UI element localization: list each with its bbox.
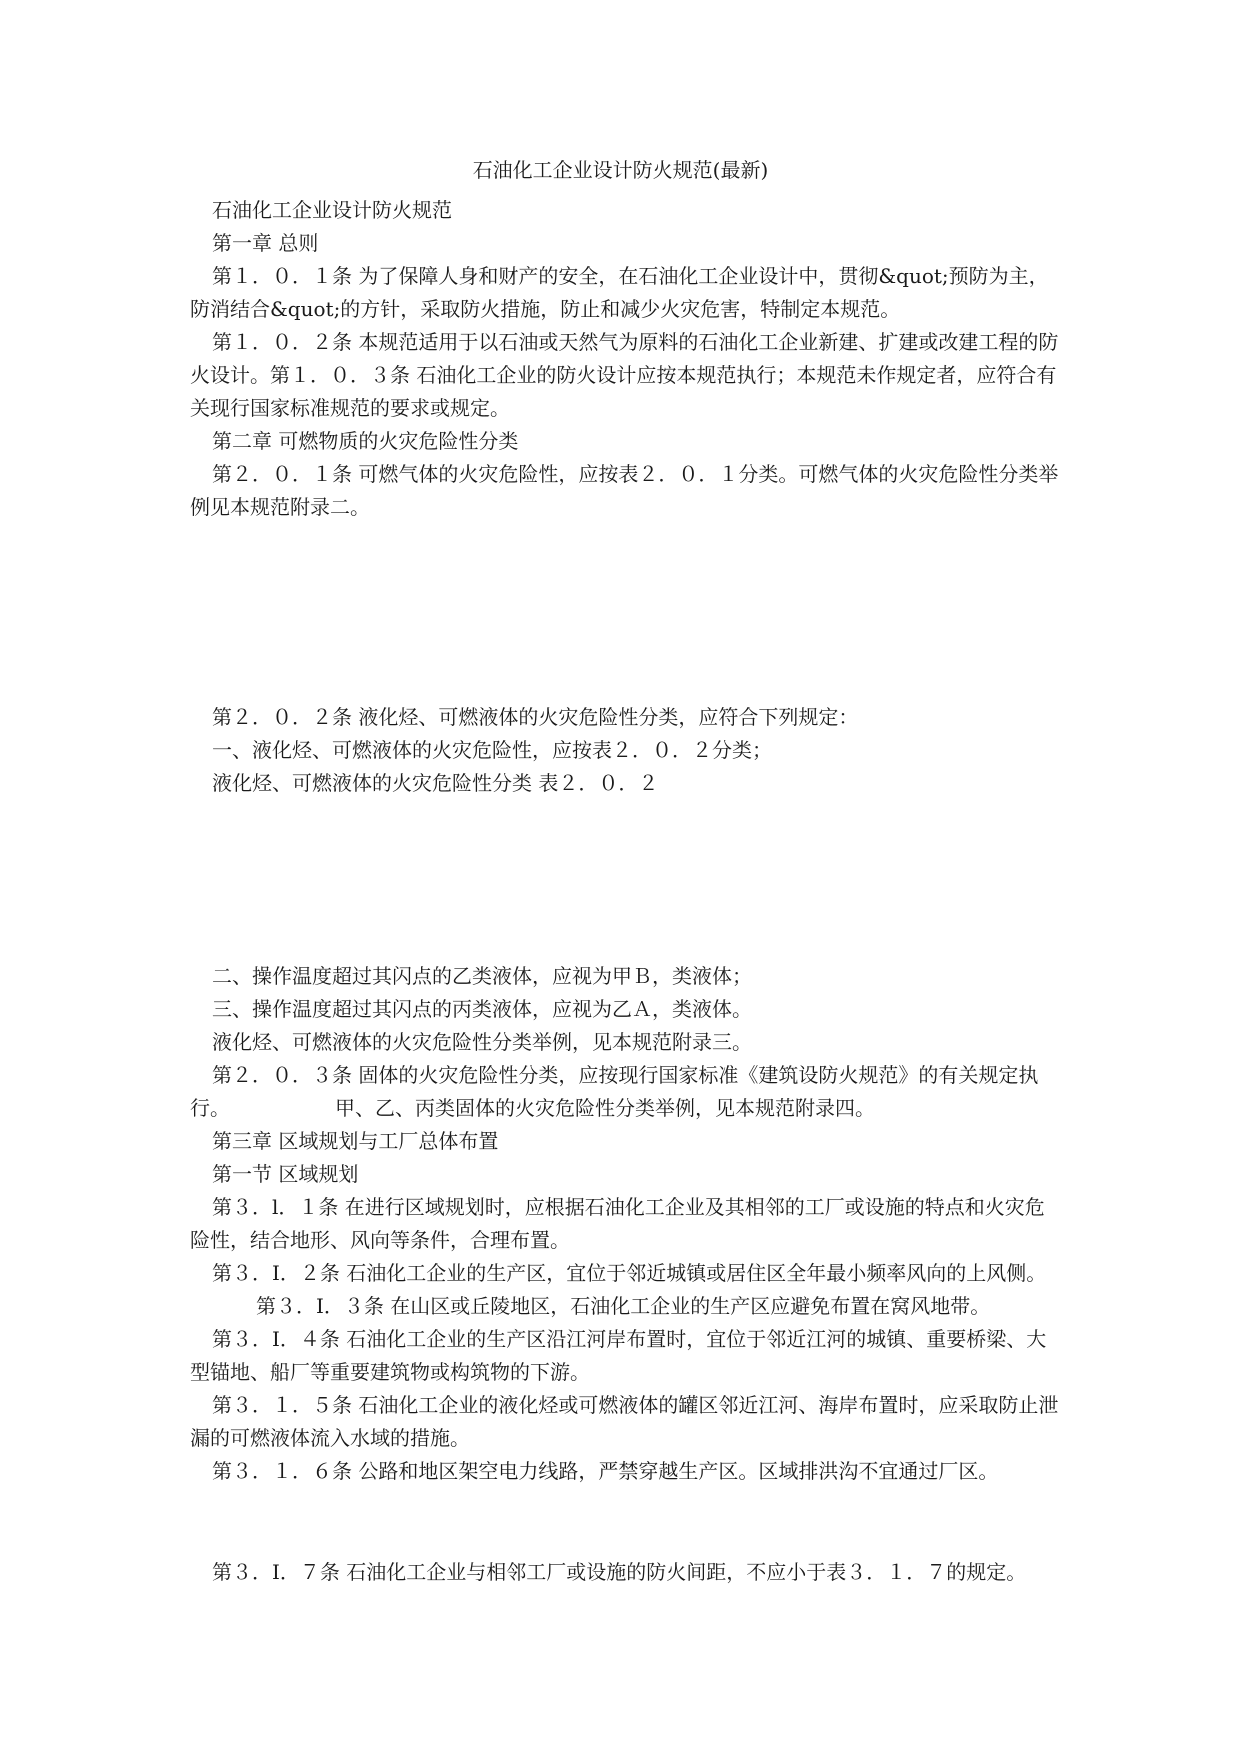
paragraph: 第１．０．２条 本规范适用于以石油或天然气为原料的石油化工企业新建、扩建或改建工程的防火设计。第１．０．３条 石油化工企业的防火设计应按本规范执行；本规范未作规定者，应符合有关现行国家标准规范的要求或规定。	[190, 330, 1059, 420]
section-heading: 第一节 区域规划	[212, 1162, 359, 1186]
paragraph-part: 第３．I．２条 石油化工企业的生产区，宜位于邻近城镇或居住区全年最小频率风向的上风侧。	[212, 1261, 1047, 1285]
paragraph: 液化烃、可燃液体的火灾危险性分类举例，见本规范附录三。	[212, 1030, 752, 1054]
paragraph: 第３．I．４条 石油化工企业的生产区沿江河岸布置时，宜位于邻近江河的城镇、重要桥梁、大型锚地、船厂等重要建筑物或构筑物的下游。	[190, 1327, 1047, 1384]
paragraph: 第３．１．５条 石油化工企业的液化烃或可燃液体的罐区邻近江河、海岸布置时，应采取防止泄漏的可燃液体流入水域的措施。	[190, 1393, 1059, 1450]
paragraph: 第１．０．１条 为了保障人身和财产的安全，在石油化工企业设计中，贯彻&quot;预防为主，防消结合&quot;的方针，采取防火措施，防止和减少火灾危害，特制定本规范。	[190, 264, 1049, 321]
paragraph: 第２．０．２条 液化烃、可燃液体的火灾危险性分类，应符合下列规定：	[212, 705, 859, 729]
section-general	[190, 194, 1060, 524]
table-caption: 液化烃、可燃液体的火灾危险性分类 表２．０．２	[212, 771, 659, 795]
paragraph: 二、操作温度超过其闪点的乙类液体，应视为甲Ｂ，类液体；	[212, 964, 752, 988]
document-title: 石油化工企业设计防火规范(最新)	[472, 158, 769, 182]
section-distance	[190, 1556, 1060, 1589]
paragraph: 第３．１．６条 公路和地区架空电力线路，严禁穿越生产区。区域排洪沟不宜通过厂区。	[212, 1459, 999, 1483]
paragraph-part: 甲、乙、丙类固体的火灾危险性分类举例，见本规范附录四。	[335, 1096, 875, 1120]
paragraph	[190, 1257, 1060, 1323]
paragraph: 第２．０．１条 可燃气体的火灾危险性，应按表２．０．１分类。可燃气体的火灾危险性分类举例见本规范附录二。	[190, 462, 1059, 519]
paragraph-part: 第３．I．３条 在山区或丘陵地区，石油化工企业的生产区应避免布置在窝风地带。	[256, 1294, 991, 1318]
paragraph-part: 第２．０．３条 固体的火灾危险性分类，应按现行国家标准《建筑设防火规范》的有关规定执行。	[190, 1063, 1039, 1120]
paragraph: 一、液化烃、可燃液体的火灾危险性，应按表２．０．２分类；	[212, 738, 772, 762]
paragraph	[190, 1059, 1060, 1125]
paragraph: 三、操作温度超过其闪点的丙类液体，应视为乙Ａ，类液体。	[212, 997, 752, 1021]
chapter-heading: 第三章 区域规划与工厂总体布置	[212, 1129, 499, 1153]
chapter-heading: 第一章 总则	[212, 231, 319, 255]
section-continued	[190, 960, 1060, 1488]
paragraph: 第３．l．１条 在进行区域规划时，应根据石油化工企业及其相邻的工厂或设施的特点和火灾危险性，结合地形、风向等条件，合理布置。	[190, 1195, 1045, 1252]
paragraph: 第３．I．７条 石油化工企业与相邻工厂或设施的防火间距，不应小于表３．１．７的规定。	[212, 1560, 1027, 1584]
section-liquid-classification	[190, 701, 1060, 800]
chapter-heading: 第二章 可燃物质的火灾危险性分类	[212, 429, 519, 453]
paragraph: 石油化工企业设计防火规范	[212, 198, 452, 222]
